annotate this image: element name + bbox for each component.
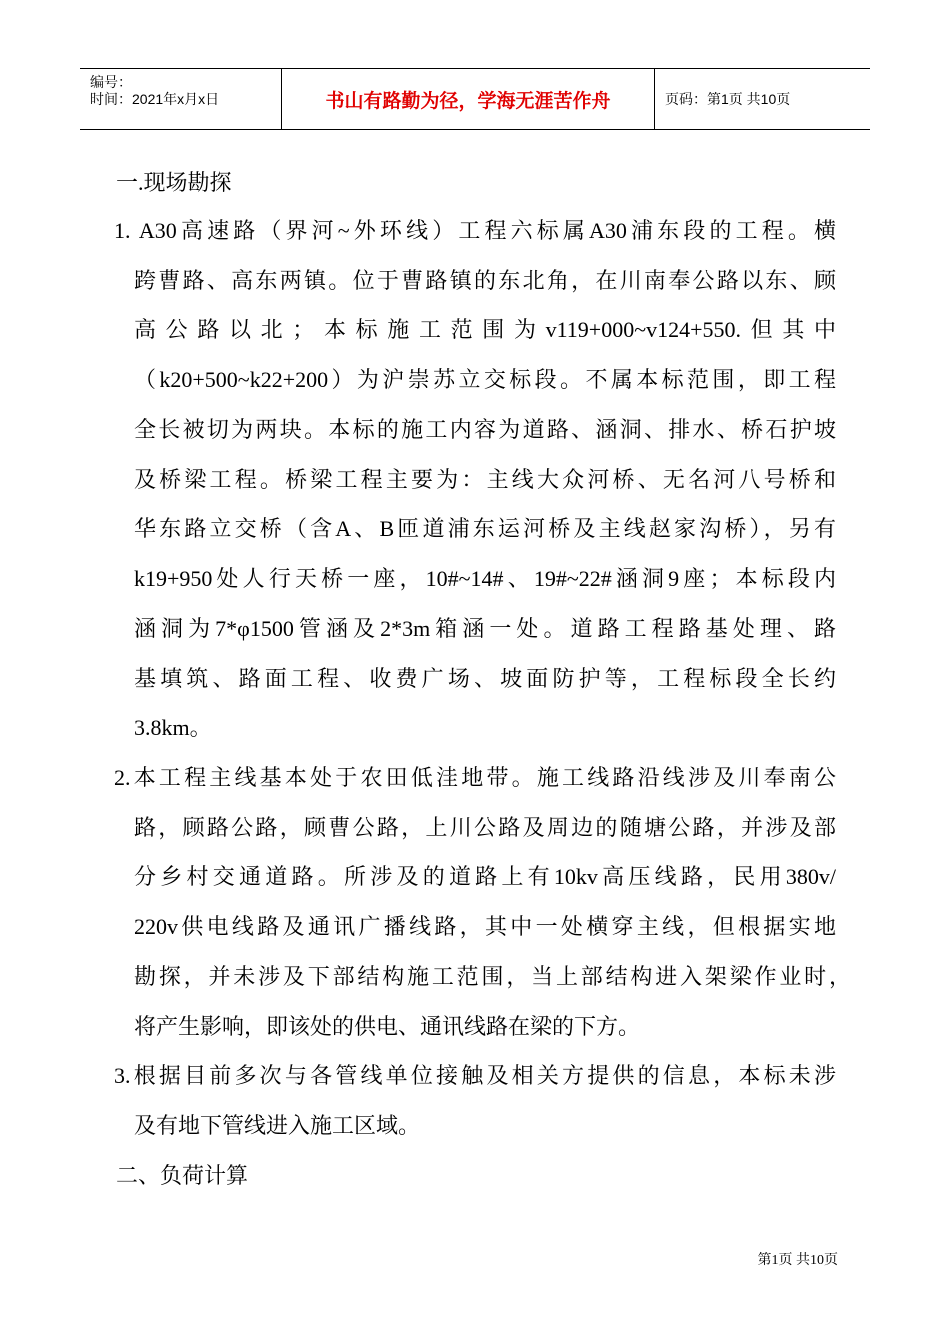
number-label: 编号： [90, 74, 132, 90]
paragraph-line: 勘探，并未涉及下部结构施工范围，当上部结构进入架梁作业时， [134, 964, 851, 989]
paragraph-line: 跨曹路、高东两镇。位于曹路镇的东北角，在川南奉公路以东、顾 [134, 268, 836, 293]
header-motto: 书山有路勤为径，学海无涯苦作舟 [282, 69, 655, 129]
paragraph-line: 将产生影响，即该处的供电、通讯线路在梁的下方。 [134, 1014, 641, 1039]
paragraph-line: （k20+500~k22+200）为沪崇苏立交标段。不属本标范围，即工程 [134, 367, 836, 392]
paragraph-line: 分乡村交通道路。所涉及的道路上有10kv高压线路，民用380v/ [134, 864, 836, 889]
header-page-info: 页码：第1页 共10页 [665, 91, 791, 107]
page-footer: 第1页 共10页 [757, 1253, 838, 1268]
section-heading-1: 一.现场勘探 [116, 170, 232, 195]
paragraph-line: 1. A30高速路（界河~外环线）工程六标属A30浦东段的工程。横 [114, 218, 836, 243]
paragraph-line: 2.本工程主线基本处于农田低洼地带。施工线路沿线涉及川奉南公 [114, 765, 836, 790]
paragraph-line: k19+950处人行天桥一座，10#~14#、19#~22#涵洞9座；本标段内 [134, 566, 836, 591]
paragraph-line: 3.根据目前多次与各管线单位接触及相关方提供的信息，本标未涉 [114, 1063, 836, 1088]
paragraph-line: 220v供电线路及通讯广播线路，其中一处横穿主线，但根据实地 [134, 914, 836, 939]
section-heading-2: 二、负荷计算 [116, 1163, 249, 1188]
paragraph-line: 及桥梁工程。桥梁工程主要为：主线大众河桥、无名河八号桥和 [134, 467, 836, 492]
paragraph-line: 全长被切为两块。本标的施工内容为道路、涵洞、排水、桥石护坡 [134, 417, 836, 442]
paragraph-line: 基填筑、路面工程、收费广场、坡面防护等，工程标段全长约 [134, 666, 836, 691]
time-label: 时间：2021年x月x日 [90, 91, 220, 107]
paragraph-line: 华东路立交桥（含A、B匝道浦东运河桥及主线赵家沟桥），另有 [134, 516, 836, 541]
paragraph-line: 涵洞为7*φ1500管涵及2*3m箱涵一处。道路工程路基处理、路 [134, 616, 836, 641]
paragraph-line: 高公路以北；本标施工范围为v119+000~v124+550.但其中 [134, 317, 836, 342]
paragraph-line: 及有地下管线进入施工区域。 [134, 1113, 421, 1138]
paragraph-line: 路，顾路公路，顾曹公路，上川公路及周边的随塘公路，并涉及部 [134, 815, 836, 840]
paragraph-line: 3.8km。 [134, 715, 212, 740]
